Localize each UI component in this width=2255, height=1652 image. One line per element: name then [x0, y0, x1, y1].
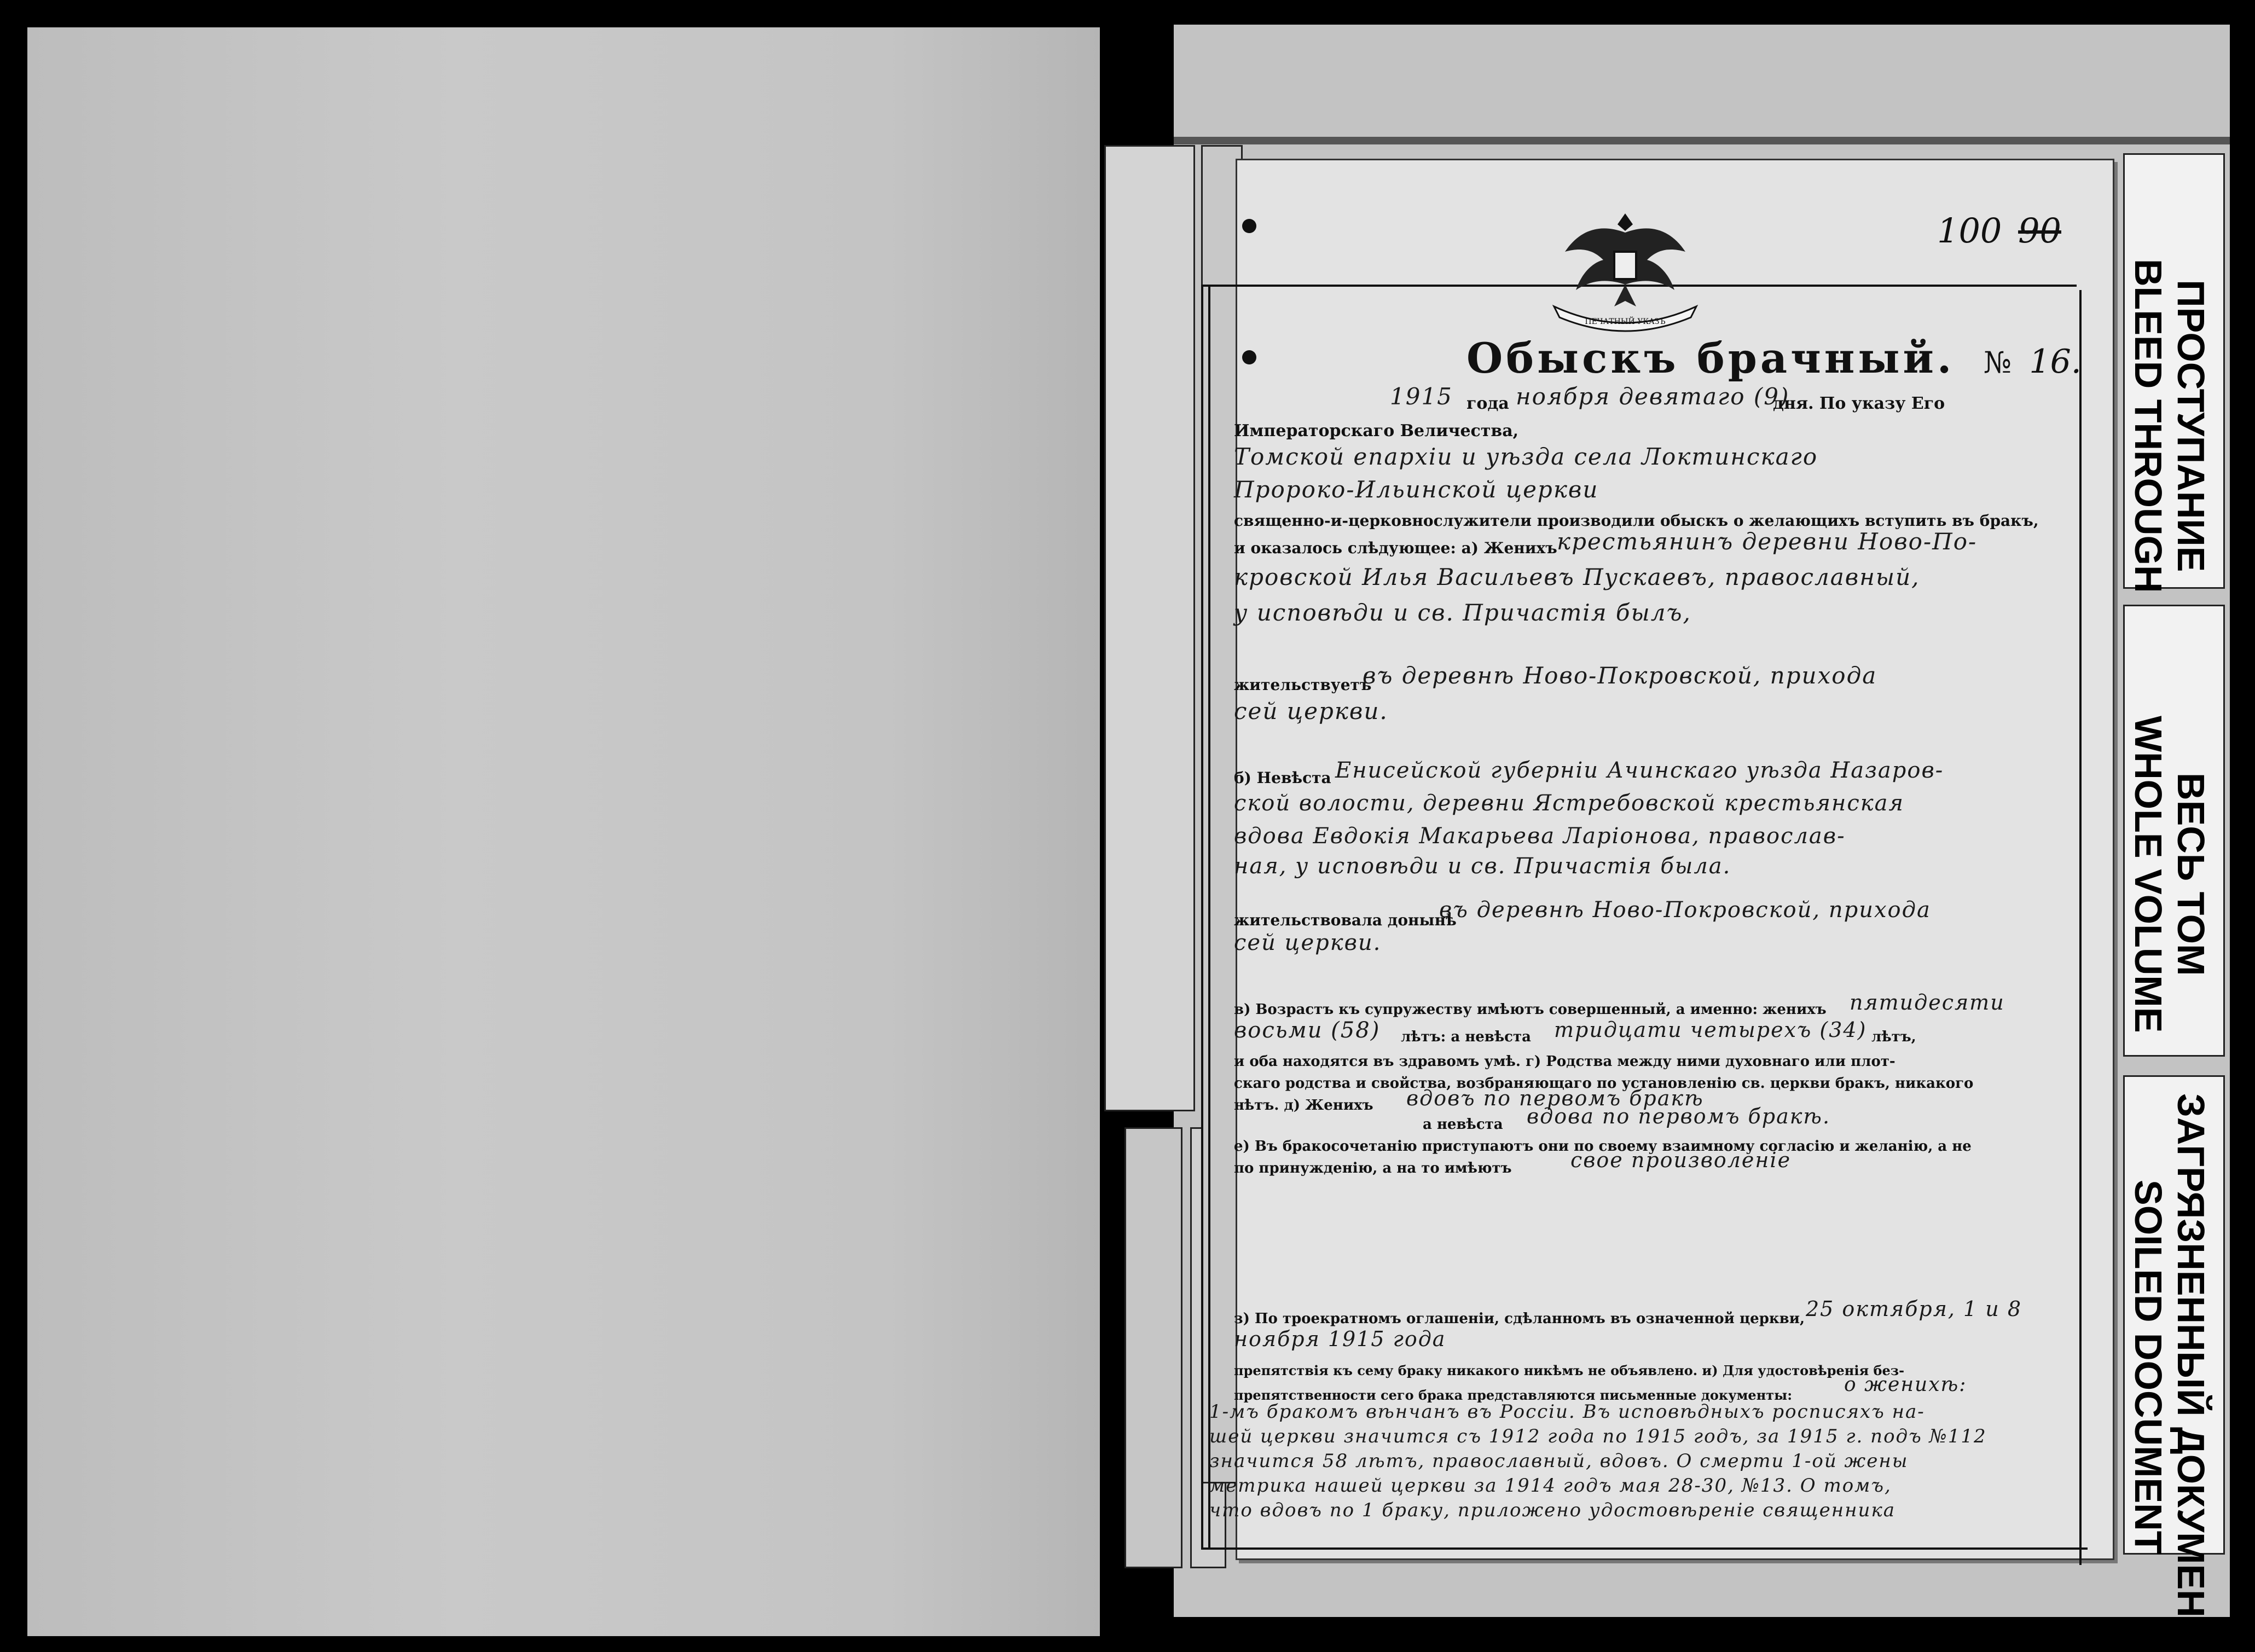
groom-docs-label: о женихѣ:: [1844, 1373, 1967, 1396]
title-text: Обыскъ брачный.: [1466, 334, 1955, 382]
document-number: 16.: [2029, 343, 2082, 381]
bride-residence-label: жительствовала донынѣ: [1234, 911, 1457, 929]
docs-line-3: значится 58 лѣтъ, православный, вдовъ. О смерти 1-ой жены: [1209, 1450, 1909, 1472]
document-border: [1208, 285, 1210, 1549]
bride-line-1: Енисейской губерніи Ачинскаго уѣзда Назаров-: [1335, 758, 1944, 783]
label-ru: ЗАГРЯЗНЕННЫЙ ДОКУМЕНТ: [2170, 1093, 2212, 1641]
label-en: BLEED THROUGH: [2127, 259, 2170, 593]
date-value: ноября девятаго (9): [1516, 383, 1790, 410]
parish-line-1: Томской епархіи и уѣзда села Локтинскаго: [1234, 443, 1818, 470]
archive-number: [1937, 211, 2061, 251]
bride-marital-label: а невѣста: [1423, 1116, 1503, 1133]
groom-line-3: у исповѣди и св. Причастія былъ,: [1234, 599, 1691, 626]
label-en: SOILED DOCUMENT: [2127, 1180, 2170, 1555]
groom-line-1: крестьянинъ деревни Ново-По-: [1557, 528, 1978, 555]
bride-marital-status: вдова по первомъ бракѣ.: [1527, 1104, 1831, 1128]
archive-number-current: 100: [1937, 211, 2002, 251]
bleed-through-label: [2123, 153, 2225, 593]
bride-age: тридцати четырехъ (34): [1554, 1018, 1867, 1042]
no-impediment-statement: препятствія къ сему браку никакого никѣмъ не объявлено. и) Для удостовѣренія без-: [1234, 1363, 1905, 1378]
number-label: №: [1983, 345, 2011, 380]
sanity-kinship-statement: и оба находятся въ здравомъ умѣ. г) Родства между ними духовнаго или плот-: [1234, 1053, 1895, 1070]
groom-marital-label: нѣтъ. д) Женихъ: [1234, 1097, 1373, 1114]
banns-year: ноября 1915 года: [1234, 1327, 1446, 1351]
crest-ribbon-text: ПЕЧАТНЫЙ УКАЗЪ: [1585, 317, 1666, 326]
bride-age-label: лѣтъ: а невѣста: [1401, 1029, 1531, 1045]
consent-value: свое произволеніе: [1570, 1148, 1792, 1172]
docs-line-5: что вдовъ по 1 браку, приложено удостовѣреніе священника: [1209, 1499, 1896, 1521]
document-border: [2079, 290, 2082, 1565]
docs-line-1: 1-мъ бракомъ вѣнчанъ въ Россіи. Въ исповѣдныхъ росписяхъ на-: [1209, 1401, 1925, 1423]
document-title: [1466, 334, 2082, 382]
label-en: WHOLE VOLUME: [2127, 716, 2170, 1033]
whole-volume-label: [2123, 605, 2225, 1057]
consent-statement: е) Въ бракосочетанію приступаютъ они по своему взаимному согласію и желанію, а не: [1234, 1138, 1972, 1155]
board-shadow: [1174, 137, 2230, 144]
bride-line-4: ная, у исповѣди и св. Причастія была.: [1234, 854, 1731, 879]
imperial-eagle-crest: [1543, 202, 1707, 334]
eagle-icon: [1543, 202, 1707, 334]
docs-line-4: метрика нашей церкви за 1914 годъ мая 28-30, №13. О томъ,: [1209, 1475, 1892, 1497]
document-border: [1201, 1547, 2088, 1550]
years-label: лѣтъ,: [1871, 1029, 1916, 1045]
documents-statement: препятственности сего брака представляются письменные документы:: [1234, 1387, 1793, 1403]
groom-residence-2: сей церкви.: [1234, 698, 1388, 724]
document-border: [1201, 285, 1203, 1549]
bride-residence: въ деревнѣ Ново-Покровской, прихода: [1439, 897, 1931, 923]
groom-line-2: кровской Илья Васильевъ Пускаевъ, православный,: [1234, 564, 1920, 590]
consent-statement-2: по принужденію, а на то имѣютъ: [1234, 1160, 1512, 1176]
majesty-text: Императорскаго Величества,: [1234, 421, 1519, 440]
banns-dates: 25 октября, 1 и 8: [1806, 1297, 2022, 1321]
groom-label: и оказалось слѣдующее: а) Женихъ: [1234, 539, 1557, 557]
bride-label: б) Невѣста: [1234, 769, 1331, 787]
decree-text: дня. По указу Его: [1773, 394, 1945, 413]
groom-marital-status: вдовъ по первомъ бракѣ: [1406, 1086, 1704, 1110]
groom-age-words: пятидесяти: [1850, 990, 2005, 1015]
left-blank-page: [27, 27, 1100, 1636]
docs-line-2: шей церкви значится съ 1912 года по 1915 годъ, за 1915 г. подъ №112: [1209, 1425, 1987, 1447]
year-value: 1915: [1390, 383, 1453, 410]
groom-age-number: восьми (58): [1234, 1018, 1381, 1043]
binding-hole: [1242, 219, 1256, 233]
age-statement: в) Возрастъ къ супружеству имѣютъ совершенный, а именно: женихъ: [1234, 1001, 1827, 1018]
page-strip: [1104, 145, 1195, 1111]
kinship-statement: скаго родства и свойства, возбраняющаго по установленію св. церкви бракъ, никакого: [1234, 1075, 1974, 1092]
binding-hole: [1242, 350, 1256, 364]
clergy-statement: священно-и-церковнослужители производили обыскъ о желающихъ вступить въ бракъ,: [1234, 512, 2039, 530]
bride-line-2: ской волости, деревни Ястребовской крестьянская: [1234, 791, 1904, 816]
label-ru: ВЕСЬ ТОМ: [2170, 773, 2212, 976]
groom-residence-label: жительствуетъ: [1234, 676, 1372, 694]
bride-residence-2: сей церкви.: [1234, 930, 1382, 955]
year-label: года: [1466, 394, 1509, 413]
soiled-document-label: [2123, 1075, 2225, 1641]
parish-line-2: Пророко-Ильинской церкви: [1234, 476, 1599, 503]
archive-number-struck: 90: [2018, 211, 2061, 251]
banns-statement: з) По троекратномъ оглашеніи, сдѣланномъ въ означенной церкви,: [1234, 1311, 1805, 1327]
label-ru: ПРОСТУПАНИЕ: [2170, 280, 2212, 572]
bride-line-3: вдова Евдокія Макарьева Ларіонова, православ-: [1234, 824, 1846, 849]
groom-residence: въ деревнѣ Ново-Покровской, прихода: [1363, 662, 1877, 689]
page-strip: [1124, 1127, 1182, 1568]
